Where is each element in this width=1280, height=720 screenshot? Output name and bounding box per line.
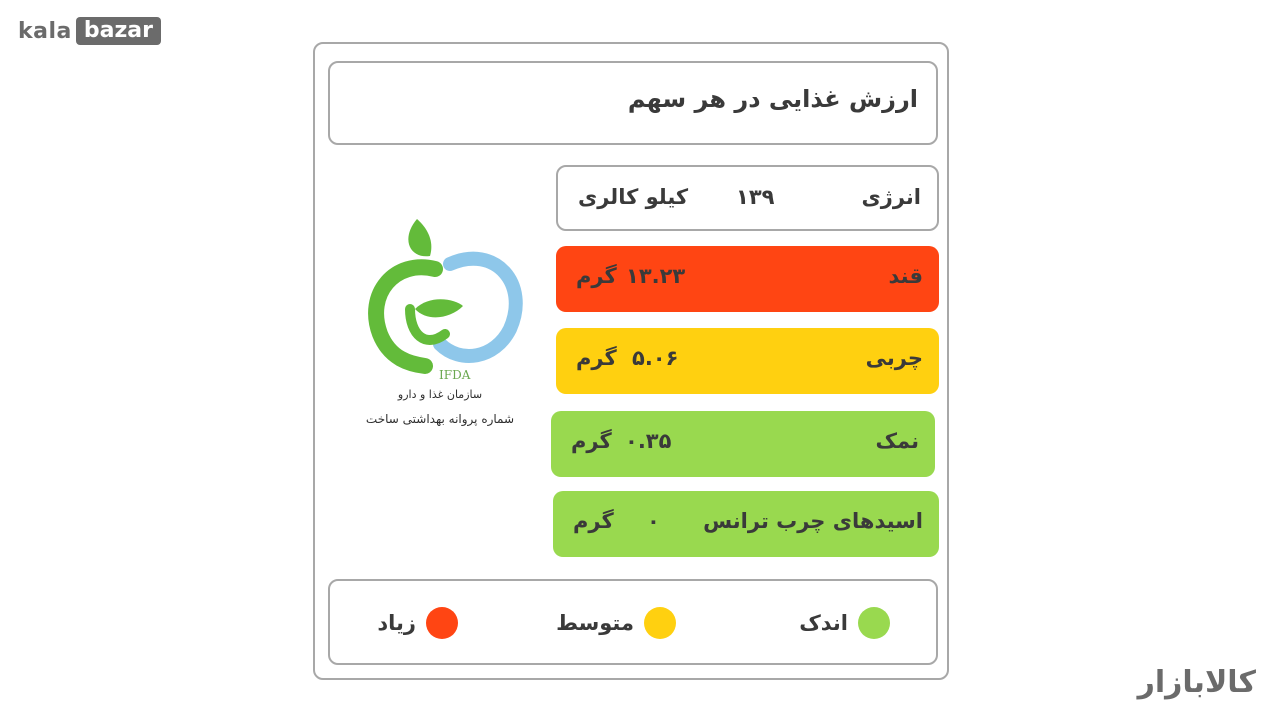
row-energy (556, 165, 939, 231)
logo-text-bazar: bazar (76, 17, 161, 45)
logo-text-kala: kala (18, 18, 72, 44)
title-box (328, 61, 938, 145)
row-sugar (556, 246, 939, 312)
nutrient-unit: گرم (576, 346, 617, 370)
nutrient-value: ۱۳.۲۳ (626, 264, 686, 288)
legend-label: متوسط (556, 611, 634, 635)
panel-title: ارزش غذایی در هر سهم (627, 85, 918, 113)
nutrient-value: ۰.۳۵ (625, 429, 672, 453)
nutrient-value: ۱۳۹ (736, 185, 775, 209)
ifda-apple-icon (355, 214, 525, 384)
ifda-abbr: IFDA (439, 368, 471, 382)
nutrient-unit: گرم (571, 429, 612, 453)
nutrient-name: قند (888, 264, 923, 288)
nutrition-panel (313, 42, 949, 680)
kalabazar-logo (18, 16, 161, 46)
nutrient-unit: کیلو کالری (578, 185, 689, 209)
nutrient-name: اسیدهای چرب ترانس (703, 509, 923, 533)
row-trans-fat (553, 491, 939, 557)
kalabazar-persian-logo: کالابازار (1137, 665, 1256, 700)
ifda-license: شماره پروانه بهداشتی ساخت (365, 412, 515, 426)
nutrient-name: انرژی (861, 185, 921, 209)
nutrient-unit: گرم (573, 509, 614, 533)
row-fat (556, 328, 939, 394)
nutrient-value: ۵.۰۶ (632, 346, 679, 370)
nutrient-value: ۰ (647, 509, 660, 533)
nutrient-name: چربی (865, 346, 923, 370)
legend-label: زیاد (377, 611, 416, 635)
nutrient-unit: گرم (576, 264, 617, 288)
nutrient-name: نمک (875, 429, 919, 453)
ifda-name: سازمان غذا و دارو (397, 388, 483, 401)
legend-box (328, 579, 938, 665)
row-salt (551, 411, 935, 477)
yellow-dot-icon (644, 607, 676, 639)
ifda-logo (345, 214, 535, 444)
legend-low (799, 607, 890, 639)
legend-medium (556, 607, 676, 639)
legend-high (377, 607, 458, 639)
legend-label: اندک (799, 611, 848, 635)
red-dot-icon (426, 607, 458, 639)
green-dot-icon (858, 607, 890, 639)
